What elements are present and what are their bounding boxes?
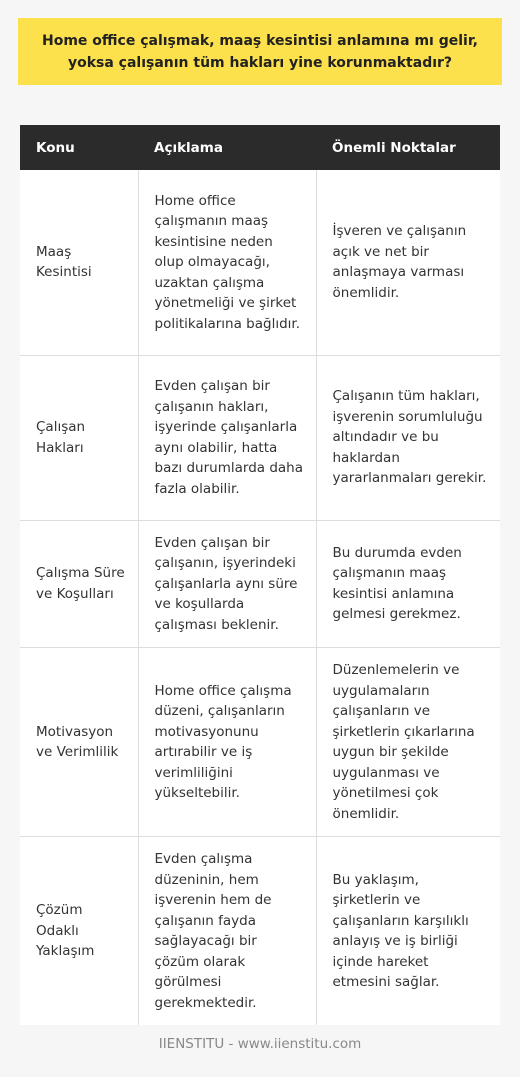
- header-konu: Konu: [20, 125, 138, 170]
- table-row: [20, 520, 500, 648]
- cell-onemli: Düzenlemelerin ve uygulamaların çalışanların ve şirketlerin çıkarlarına uygun bir şekilde uygulanması ve yönetilmesi çok önemlidir.: [316, 648, 500, 837]
- title-banner: [18, 18, 502, 85]
- cell-aciklama: Evden çalışma düzeninin, hem işverenin hem de çalışanın fayda sağlayacağı bir çözüm olarak görülmesi gerekmektedir.: [138, 837, 316, 1026]
- cell-onemli: Bu durumda evden çalışmanın maaş kesintisi anlamına gelmesi gerekmez.: [316, 520, 500, 648]
- footer-credit: IIENSTITU - www.iienstitu.com: [158, 1036, 362, 1052]
- cell-onemli: İşveren ve çalışanın açık ve net bir anlaşmaya varması önemlidir.: [316, 170, 500, 355]
- header-aciklama: Açıklama: [138, 125, 316, 170]
- cell-aciklama: Home office çalışma düzeni, çalışanların motivasyonunu artırabilir ve iş verimliliğini yükseltebilir.: [138, 648, 316, 837]
- cell-onemli: Bu yaklaşım, şirketlerin ve çalışanların karşılıklı anlayış ve iş birliği içinde hareket etmesini sağlar.: [316, 837, 500, 1026]
- cell-aciklama: Home office çalışmanın maaş kesintisine neden olup olmayacağı, uzaktan çalışma yönetmeliği ve şirket politikalarına bağlıdır.: [138, 170, 316, 355]
- table-header-row: [20, 125, 500, 170]
- table-row: [20, 355, 500, 520]
- header-onemli-noktalar: Önemli Noktalar: [316, 125, 500, 170]
- cell-konu: Çalışma Süre ve Koşulları: [20, 520, 138, 648]
- cell-aciklama: Evden çalışan bir çalışanın hakları, işyerinde çalışanlarla aynı olabilir, hatta bazı durumlarda daha fazla olabilir.: [138, 355, 316, 520]
- table-row: [20, 837, 500, 1026]
- info-table: [20, 125, 500, 1025]
- cell-konu: Motivasyon ve Verimlilik: [20, 648, 138, 837]
- cell-konu: Maaş Kesintisi: [20, 170, 138, 355]
- page-title: Home office çalışmak, maaş kesintisi anlamına mı gelir, yoksa çalışanın tüm hakları yine korunmaktadır?: [42, 32, 478, 71]
- cell-konu: Çalışan Hakları: [20, 355, 138, 520]
- cell-konu: Çözüm Odaklı Yaklaşım: [20, 837, 138, 1026]
- cell-aciklama: Evden çalışan bir çalışanın, işyerindeki çalışanlarla aynı süre ve koşullarda çalışması beklenir.: [138, 520, 316, 648]
- cell-onemli: Çalışanın tüm hakları, işverenin sorumluluğu altındadır ve bu haklardan yararlanmaları gerekir.: [316, 355, 500, 520]
- table-row: [20, 170, 500, 355]
- table-row: [20, 648, 500, 837]
